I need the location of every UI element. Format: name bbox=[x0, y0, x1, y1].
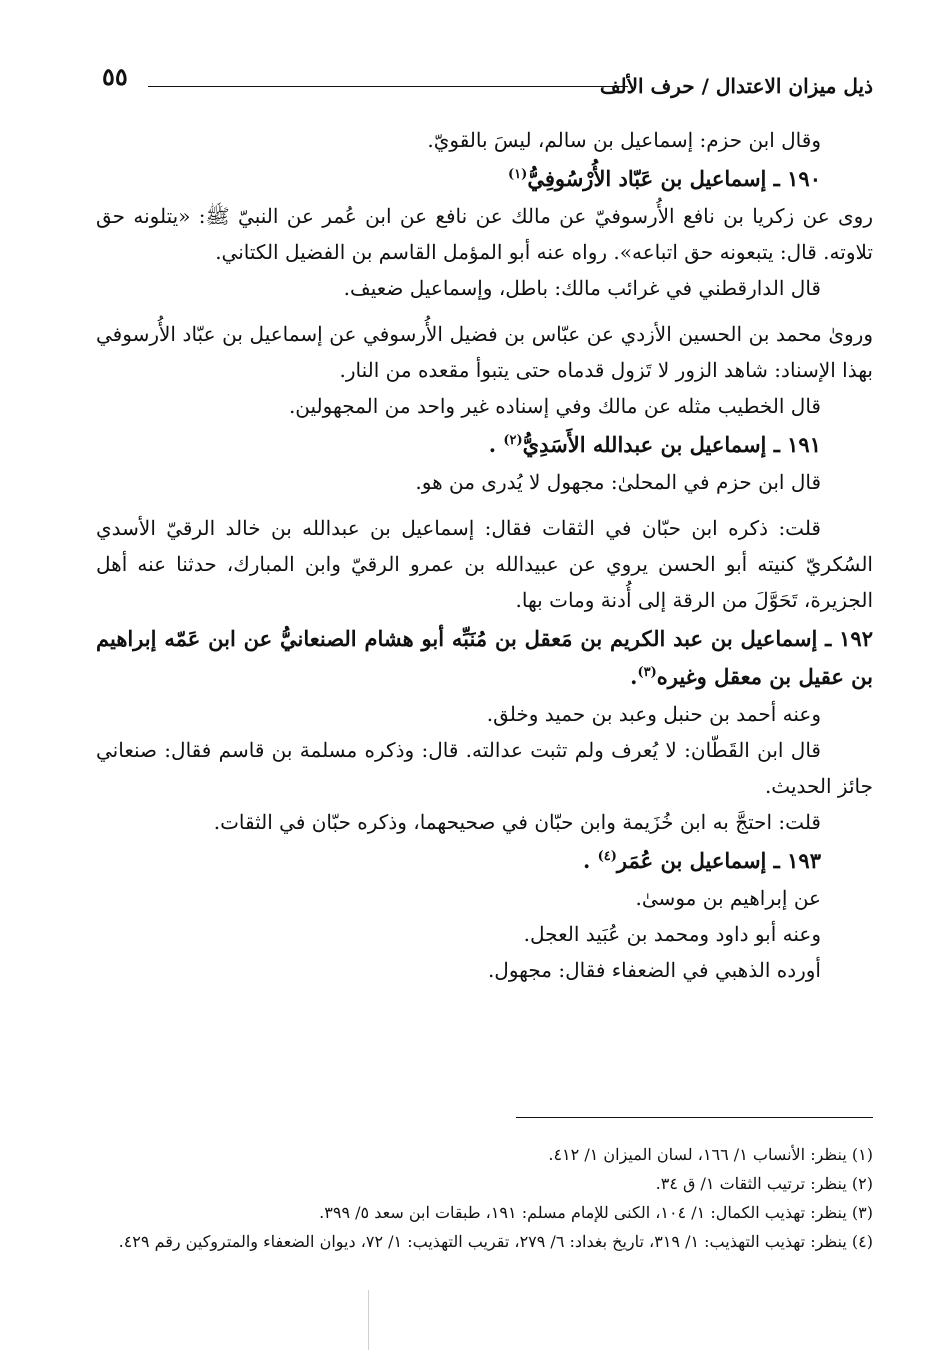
paragraph: قال الدارقطني في غرائب مالك: باطل، وإسماعيل ضعيف. bbox=[343, 276, 821, 300]
footnote: (٢) ينظر: ترتيب الثقات ١/ ق ٣٤. bbox=[655, 1174, 873, 1193]
entry-title-end: . bbox=[630, 664, 638, 689]
page-crease bbox=[368, 1290, 369, 1350]
paragraph: قال ابن حزم في المحلىٰ: مجهول لا يُدرى من هو. bbox=[415, 470, 821, 494]
entry-heading-191 bbox=[96, 426, 873, 464]
footnotes bbox=[96, 1140, 873, 1256]
footnote-separator bbox=[516, 1117, 873, 1118]
entry-title-end: . bbox=[488, 432, 504, 457]
footnote-marker: (٣) bbox=[637, 665, 657, 680]
paragraph: وقال ابن حزم: إسماعيل بن سالم، ليسَ بالقويّ. bbox=[427, 128, 821, 152]
footnote: (٤) ينظر: تهذيب التهذيب: ١/ ٣١٩، تاريخ بغداد: ٦/ ٢٧٩، تقريب التهذيب: ١/ ٧٢، ديوان الضعفاء والمتروكين رقم ٤٢٩. bbox=[118, 1232, 873, 1251]
paragraph: عن إبراهيم بن موسىٰ. bbox=[635, 886, 821, 910]
footnote: (٣) ينظر: تهذيب الكمال: ١/ ١٠٤، الكنى للإمام مسلم: ١٩١، طبقات ابن سعد ٥/ ٣٩٩. bbox=[319, 1203, 873, 1222]
footnote: (١) ينظر: الأنساب ١/ ١٦٦، لسان الميزان ١/ ٤١٢. bbox=[548, 1145, 873, 1164]
entry-title-end: . bbox=[583, 848, 598, 873]
entry-title: ١٩٣ ـ إسماعيل بن عُمَر bbox=[616, 848, 821, 873]
running-title: ذيل ميزان الاعتدال / حرف الألف bbox=[599, 74, 873, 98]
entry-title: ١٩١ ـ إسماعيل بن عبدالله الأَسَدِيُّ bbox=[522, 432, 821, 457]
entry-heading-190 bbox=[96, 160, 873, 198]
paragraph: وروىٰ محمد بن الحسين الأزدي عن عبّاس بن فضيل الأُرسوفي عن إسماعيل بن عبّاد الأُرسوفي بهذا الإسناد: شاهد الزور لا تَزول قدماه حتى يتبوأ مقعده من النار. bbox=[96, 322, 873, 382]
page-number: ٥٥ bbox=[102, 62, 128, 91]
main-text bbox=[96, 122, 873, 988]
footnote-marker: (٢) bbox=[503, 433, 523, 448]
paragraph: قلت: احتجَّ به ابن خُزَيمة وابن حبّان في صحيحهما، وذكره حبّان في الثقات. bbox=[213, 810, 821, 834]
footnote-marker: (٤) bbox=[597, 849, 617, 864]
paragraph: وعنه أبو داود ومحمد بن عُبَيد العجل. bbox=[523, 922, 821, 946]
paragraph: قال الخطيب مثله عن مالك وفي إسناده غير واحد من المجهولين. bbox=[288, 394, 821, 418]
paragraph: وعنه أحمد بن حنبل وعبد بن حميد وخلق. bbox=[486, 702, 821, 726]
entry-heading-192 bbox=[96, 620, 873, 696]
paragraph: أورده الذهبي في الضعفاء فقال: مجهول. bbox=[487, 958, 821, 982]
paragraph: قال ابن القَطّان: لا يُعرف ولم تثبت عدالته. قال: وذكره مسلمة بن قاسم فقال: صنعاني جائز الحديث. bbox=[96, 738, 873, 798]
paragraph: قلت: ذكره ابن حبّان في الثقات فقال: إسماعيل بن عبدالله بن خالد الرقيّ الأسدي السُكريّ كنيته أبو الحسن يروي عن عبيدالله بن عمرو الرقيّ وابن المبارك، حدثنا عنه أهل الجزيرة، تَحَوَّلَ من الرقة إلى أُدنة ومات بها. bbox=[96, 516, 873, 612]
header-rule bbox=[148, 86, 628, 87]
entry-title: ١٩٠ ـ إسماعيل بن عَبّاد الأُرْسُوفِيُّ bbox=[527, 166, 821, 191]
paragraph: روى عن زكريا بن نافع الأُرسوفيّ عن مالك عن نافع عن ابن عُمر عن النبيّ ﷺ: «يتلونه حق تلاوته. قال: يتبعونه حق اتباعه». رواه عنه أبو المؤمل القاسم بن الفضيل الكتاني. bbox=[96, 204, 873, 264]
footnote-marker: (١) bbox=[508, 167, 528, 182]
entry-heading-193 bbox=[96, 842, 873, 880]
entry-title: ١٩٢ ـ إسماعيل بن عبد الكريم بن مَعقل بن مُنَبِّه أبو هشام الصنعانيُّ عن ابن عَمّه إبراهيم بن عقيل بن معقل وغيره bbox=[96, 626, 873, 689]
